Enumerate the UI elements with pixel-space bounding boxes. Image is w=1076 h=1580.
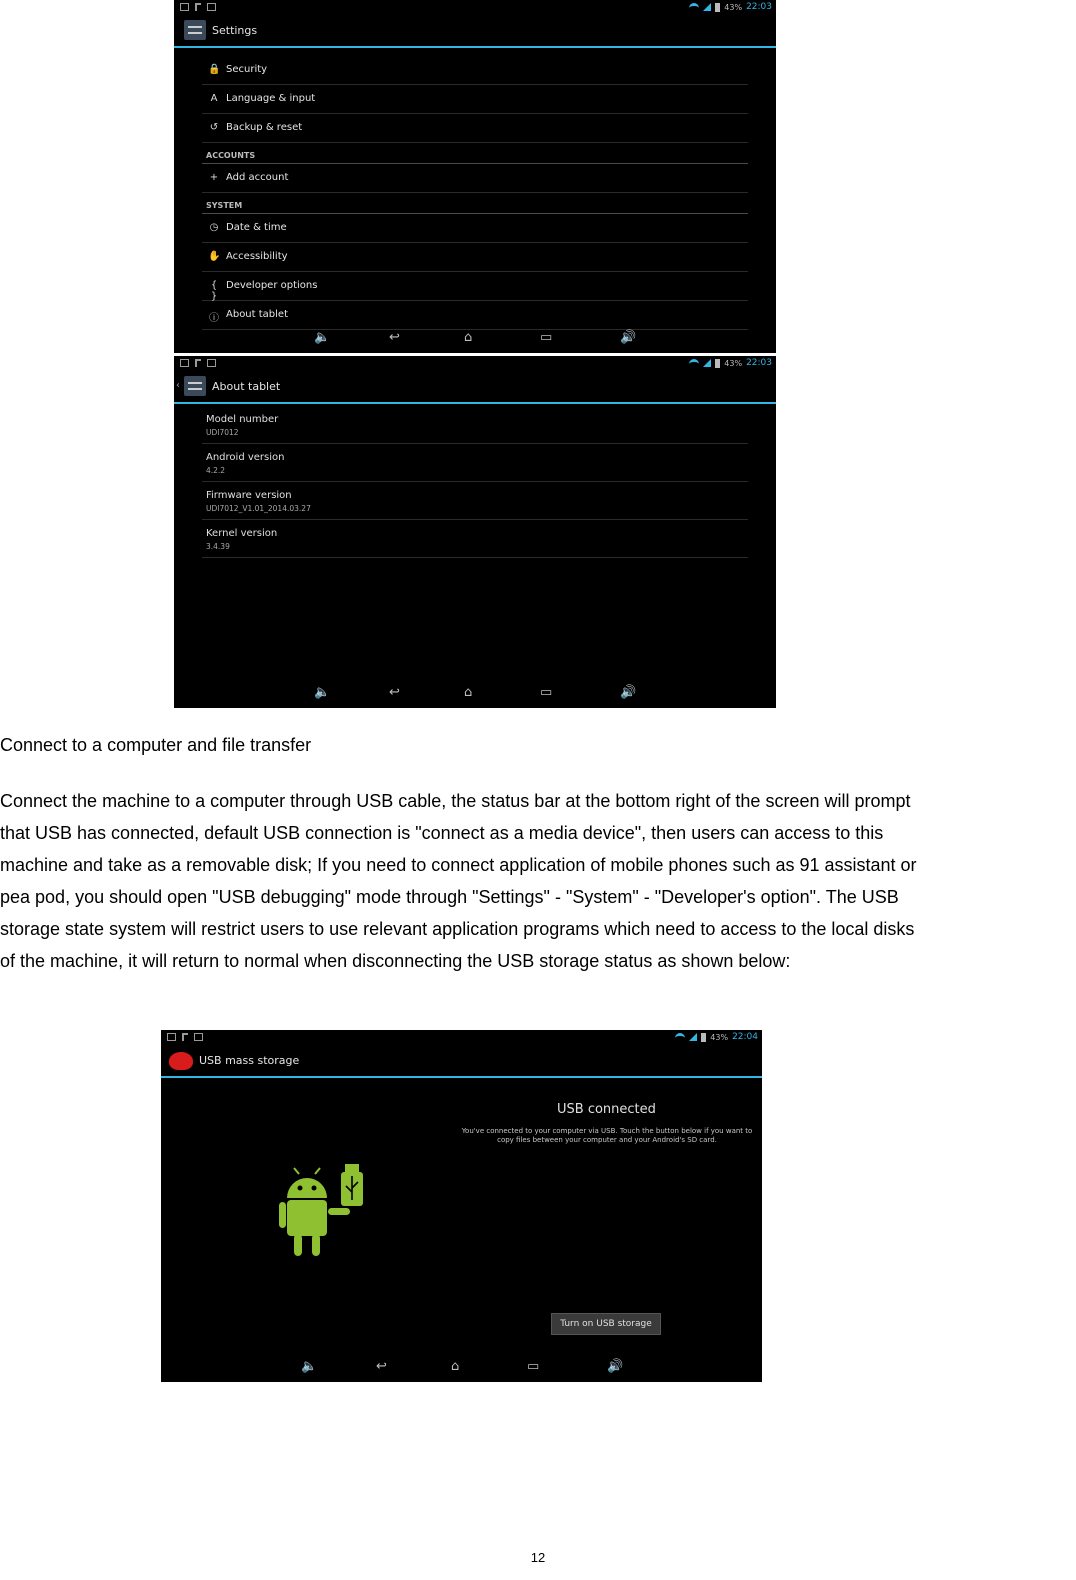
settings-item-label: About tablet bbox=[226, 309, 288, 320]
about-item[interactable] bbox=[202, 406, 748, 444]
back-icon[interactable]: ↩ bbox=[389, 330, 400, 345]
backup-icon: ↺ bbox=[209, 122, 219, 133]
usb-icon bbox=[195, 359, 201, 367]
about-tablet-screenshot bbox=[174, 356, 776, 708]
body-paragraph bbox=[0, 785, 1074, 977]
back-icon[interactable]: ↩ bbox=[376, 1359, 387, 1374]
notification-icon bbox=[207, 3, 216, 11]
settings-item-label: Developer options bbox=[226, 280, 318, 291]
action-bar bbox=[174, 372, 776, 404]
section-header-label: ACCOUNTS bbox=[206, 151, 256, 160]
gallery-icon bbox=[180, 3, 189, 11]
volume-up-icon[interactable]: 🔊 bbox=[607, 1359, 624, 1374]
usb-storage-screenshot bbox=[161, 1030, 762, 1382]
recent-apps-icon[interactable]: ▭ bbox=[527, 1359, 540, 1374]
battery-icon bbox=[715, 359, 720, 368]
volume-down-icon[interactable]: 🔈 bbox=[301, 1359, 318, 1374]
info-icon: ⓘ bbox=[209, 313, 219, 324]
page-title: Settings bbox=[212, 24, 258, 37]
usb-description: You've connected to your computer via USB. Touch the button below if you want to copy files between your computer and your Android's SD card. bbox=[461, 1127, 753, 1144]
settings-item[interactable] bbox=[202, 214, 748, 243]
about-item[interactable] bbox=[202, 482, 748, 520]
usb-icon bbox=[195, 3, 201, 11]
about-item-value: 4.2.2 bbox=[206, 466, 226, 475]
status-bar bbox=[174, 356, 776, 372]
wifi-icon bbox=[675, 1033, 685, 1041]
usb-icon bbox=[182, 1033, 188, 1041]
page-number: 12 bbox=[530, 1550, 546, 1565]
settings-item[interactable] bbox=[202, 243, 748, 272]
usb-connected-heading: USB connected bbox=[557, 1102, 656, 1117]
section-header bbox=[202, 193, 748, 214]
gallery-icon bbox=[167, 1033, 176, 1041]
lock-icon: 🔒 bbox=[208, 64, 221, 75]
paragraph-line: of the machine, it will return to normal when disconnecting the USB storage status as shown below: bbox=[0, 951, 791, 971]
signal-icon bbox=[689, 1033, 697, 1041]
volume-down-icon[interactable]: 🔈 bbox=[314, 330, 331, 345]
settings-item-label: Add account bbox=[226, 172, 289, 183]
about-list bbox=[202, 406, 748, 558]
back-chevron-icon[interactable]: ‹ bbox=[176, 380, 180, 391]
about-item-value: UDI7012_V1.01_2014.03.27 bbox=[206, 504, 311, 513]
nav-bar bbox=[174, 678, 776, 708]
settings-item[interactable] bbox=[202, 56, 748, 85]
volume-up-icon[interactable]: 🔊 bbox=[620, 685, 637, 700]
volume-down-icon[interactable]: 🔈 bbox=[314, 685, 331, 700]
notification-icon bbox=[194, 1033, 203, 1041]
status-time: 22:04 bbox=[732, 1032, 758, 1042]
gallery-icon bbox=[180, 359, 189, 367]
back-icon[interactable]: ↩ bbox=[389, 685, 400, 700]
paragraph-line: that USB has connected, default USB connection is "connect as a media device", then users can access to this bbox=[0, 823, 884, 843]
wifi-icon bbox=[689, 359, 699, 367]
about-item-title: Model number bbox=[206, 414, 279, 425]
recent-apps-icon[interactable]: ▭ bbox=[540, 685, 553, 700]
home-icon[interactable]: ⌂ bbox=[451, 1359, 460, 1374]
battery-icon bbox=[701, 1033, 706, 1042]
section-header-label: SYSTEM bbox=[206, 201, 243, 210]
signal-icon bbox=[703, 359, 711, 367]
settings-item[interactable] bbox=[202, 114, 748, 143]
paragraph-line: Connect the machine to a computer through USB cable, the status bar at the bottom right of the screen will prompt bbox=[0, 791, 911, 811]
turn-on-usb-storage-button[interactable]: Turn on USB storage bbox=[551, 1313, 661, 1335]
paragraph-line: storage state system will restrict users to use relevant application programs which need to access to the local disks bbox=[0, 919, 915, 939]
settings-screenshot bbox=[174, 0, 776, 353]
battery-percent: 43% bbox=[724, 358, 743, 368]
battery-percent: 43% bbox=[710, 1032, 729, 1042]
settings-item[interactable] bbox=[202, 164, 748, 193]
status-bar bbox=[161, 1030, 762, 1046]
battery-percent: 43% bbox=[724, 2, 743, 12]
paragraph-line: machine and take as a removable disk; If you need to connect application of mobile phones such as 91 assistant or bbox=[0, 855, 917, 875]
wifi-icon bbox=[689, 3, 699, 11]
settings-item[interactable] bbox=[202, 85, 748, 114]
page-title: About tablet bbox=[212, 380, 281, 393]
notification-icon bbox=[207, 359, 216, 367]
status-bar bbox=[174, 0, 776, 16]
recent-apps-icon[interactable]: ▭ bbox=[540, 330, 553, 345]
nav-bar bbox=[174, 323, 776, 353]
about-item-value: UDI7012 bbox=[206, 428, 239, 437]
page-title: USB mass storage bbox=[199, 1054, 300, 1067]
about-item[interactable] bbox=[202, 520, 748, 558]
battery-icon bbox=[715, 3, 720, 12]
hand-icon: ✋ bbox=[208, 251, 221, 262]
settings-icon[interactable] bbox=[184, 20, 206, 40]
braces-icon: { } bbox=[210, 280, 218, 302]
about-item-title: Kernel version bbox=[206, 528, 278, 539]
clock-icon: ◷ bbox=[209, 222, 219, 233]
add-icon: + bbox=[209, 172, 219, 183]
action-bar bbox=[161, 1046, 762, 1078]
about-item[interactable] bbox=[202, 444, 748, 482]
language-icon: A bbox=[210, 93, 218, 104]
settings-item-label: Security bbox=[226, 64, 268, 75]
settings-item-label: Backup & reset bbox=[226, 122, 303, 133]
settings-list bbox=[202, 56, 748, 330]
volume-up-icon[interactable]: 🔊 bbox=[620, 330, 637, 345]
status-time: 22:03 bbox=[746, 358, 772, 368]
about-item-title: Android version bbox=[206, 452, 285, 463]
section-heading: Connect to a computer and file transfer bbox=[0, 735, 312, 755]
paragraph-line: pea pod, you should open "USB debugging" mode through "Settings" - "System" - "Developer's option". The USB bbox=[0, 887, 899, 907]
nav-bar bbox=[161, 1352, 762, 1382]
settings-icon[interactable] bbox=[184, 376, 206, 396]
signal-icon bbox=[703, 3, 711, 11]
about-item-value: 3.4.39 bbox=[206, 542, 230, 551]
status-time: 22:03 bbox=[746, 2, 772, 12]
action-bar bbox=[174, 16, 776, 48]
home-icon[interactable]: ⌂ bbox=[464, 330, 473, 345]
settings-item[interactable] bbox=[202, 272, 748, 301]
settings-item-label: Accessibility bbox=[226, 251, 288, 262]
about-item-title: Firmware version bbox=[206, 490, 292, 501]
settings-item-label: Date & time bbox=[226, 222, 287, 233]
android-usb-icon bbox=[279, 1162, 371, 1272]
home-icon[interactable]: ⌂ bbox=[464, 685, 473, 700]
usb-storage-app-icon bbox=[169, 1052, 193, 1070]
section-header bbox=[202, 143, 748, 164]
settings-item-label: Language & input bbox=[226, 93, 316, 104]
